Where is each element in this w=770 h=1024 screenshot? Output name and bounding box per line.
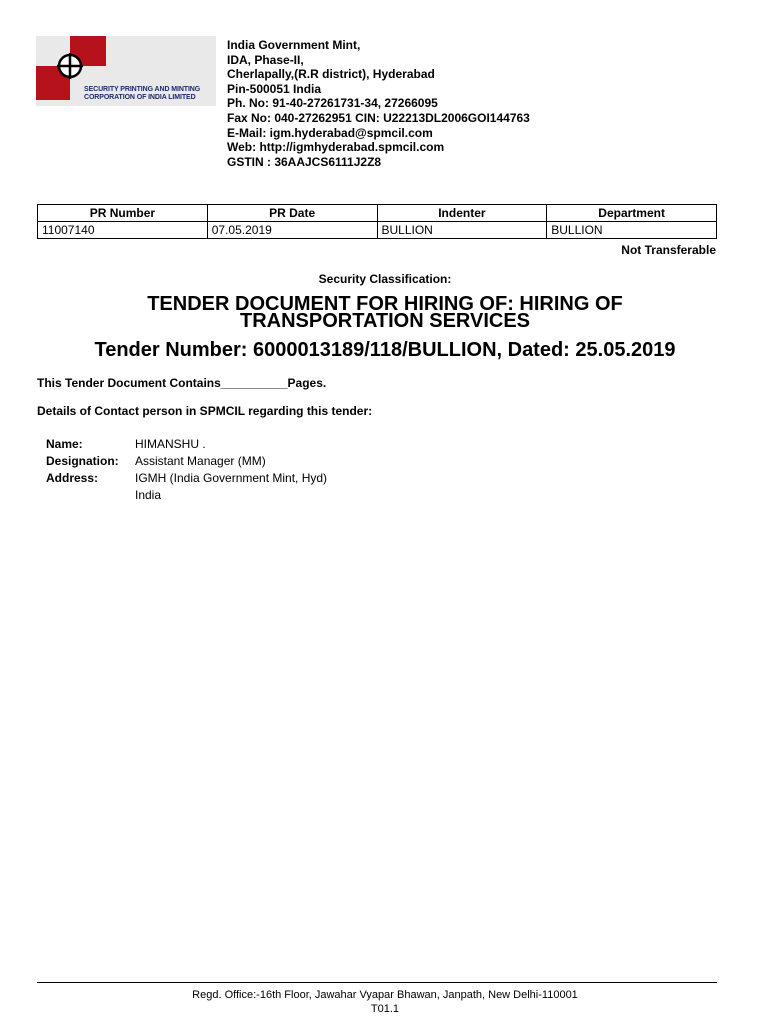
gstin-line: GSTIN : 36AAJCS6111J2Z8 <box>227 154 382 169</box>
fax-cin-line: Fax No: 040-27262951 CIN: U22213DL2006GOI144763 <box>227 110 530 125</box>
designation-label: Designation: <box>46 454 119 468</box>
designation-value: Assistant Manager (MM) <box>135 454 266 468</box>
address-line: India Government Mint, <box>227 38 361 52</box>
cell-pr-number: 11007140 <box>38 222 208 239</box>
header-department: Department <box>547 205 717 222</box>
table-row <box>38 222 717 239</box>
contact-details-heading: Details of Contact person in SPMCIL regarding this tender: <box>37 404 373 418</box>
name-value: HIMANSHU . <box>135 437 206 451</box>
footer-divider <box>37 982 717 983</box>
header-pr-date: PR Date <box>207 205 377 222</box>
pages-count-line: This Tender Document Contains__________Pages. <box>37 376 327 390</box>
pr-table <box>37 204 717 239</box>
web-line: Web: http://igmhyderabad.spmcil.com <box>227 140 445 155</box>
email-line: E-Mail: igm.hyderabad@spmcil.com <box>227 125 433 140</box>
logo-text: SECURITY PRINTING AND MINTING CORPORATION OF INDIA LIMITED <box>84 86 201 101</box>
spmcil-logo <box>36 36 216 106</box>
registered-office: Regd. Office:-16th Floor, Jawahar Vyapar Bhawan, Janpath, New Delhi-110001 <box>192 989 578 1001</box>
contact-block <box>46 436 327 504</box>
address-value-line: India <box>135 488 162 502</box>
title-line: TENDER DOCUMENT FOR HIRING OF: HIRING OF <box>147 293 623 315</box>
cell-indenter: BULLION <box>377 222 547 239</box>
not-transferable-label: Not Transferable <box>621 243 716 257</box>
table-header-row <box>38 205 717 222</box>
address-value <box>135 470 327 504</box>
page-code: T01.1 <box>370 1003 400 1015</box>
contact-name-row <box>46 436 327 453</box>
footer <box>0 988 770 1016</box>
address-value-line: IGMH (India Government Mint, Hyd) <box>135 471 328 485</box>
header-indenter: Indenter <box>377 205 547 222</box>
address-line: Cherlapally,(R.R district), Hyderabad <box>227 67 435 82</box>
name-label: Name: <box>46 437 83 451</box>
contact-address-row <box>46 470 327 504</box>
title-line: TRANSPORTATION SERVICES <box>239 310 531 332</box>
phone-line: Ph. No: 91-40-27261731-34, 27266095 <box>227 96 438 111</box>
cell-department: BULLION <box>547 222 717 239</box>
cell-pr-date: 07.05.2019 <box>207 222 377 239</box>
header-pr-number: PR Number <box>38 205 208 222</box>
mint-address-block <box>227 38 530 169</box>
address-line: IDA, Phase-II, <box>227 52 304 67</box>
document-title <box>0 293 770 332</box>
address-label: Address: <box>46 471 99 485</box>
tender-number: Tender Number: 6000013189/118/BULLION, Dated: 25.05.2019 <box>94 339 676 361</box>
address-line: Pin-500051 India <box>227 81 322 96</box>
security-classification: Security Classification: <box>318 272 452 286</box>
contact-designation-row <box>46 453 327 470</box>
